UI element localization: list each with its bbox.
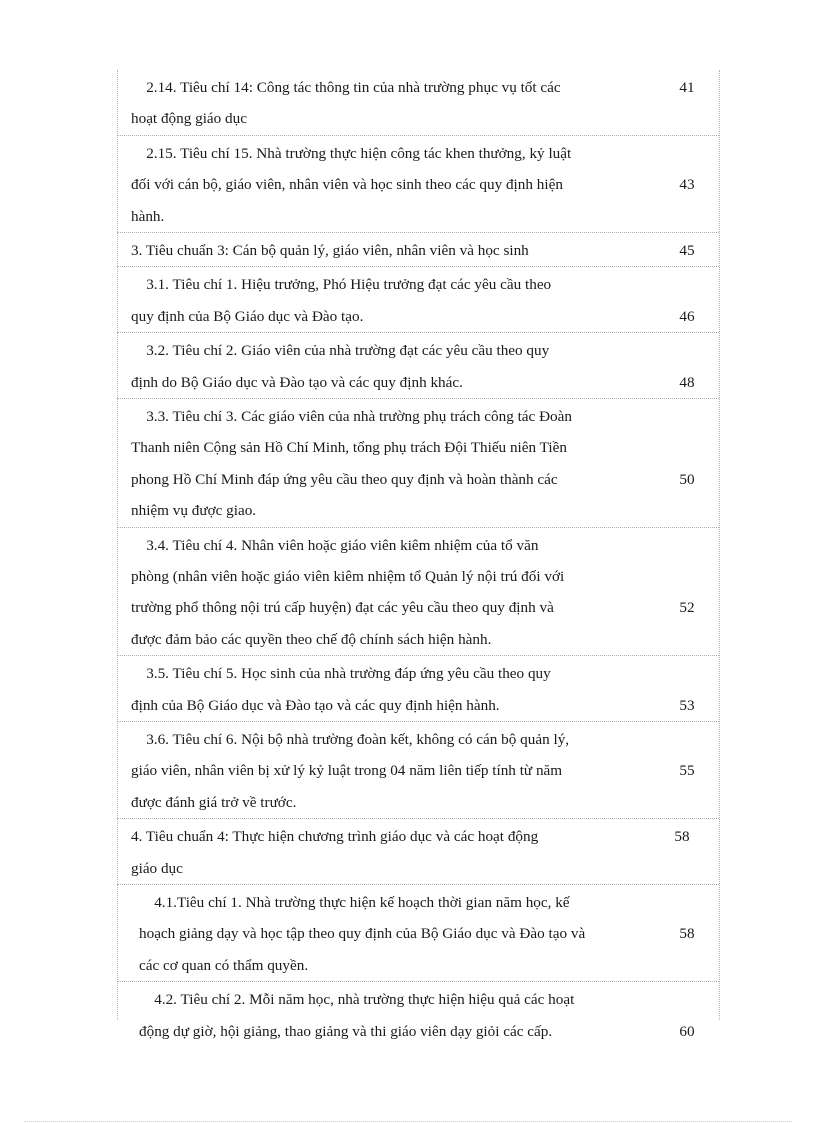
- toc-entry-text: [131, 269, 651, 332]
- toc-row: [117, 722, 719, 819]
- toc-page-number: 58: [674, 828, 690, 846]
- toc-entry-text: [131, 821, 651, 884]
- toc-row: [117, 656, 719, 722]
- toc-page-number: 55: [679, 762, 695, 780]
- toc-entry-line: trường phổ thông nội trú cấp huyện) đạt các yêu cầu theo quy định và: [131, 599, 554, 617]
- toc-entry-line: được đảm bảo các quyền theo chế độ chính sách hiện hành.: [131, 630, 492, 648]
- toc-row: [117, 136, 719, 233]
- toc-page-number: 53: [679, 696, 695, 714]
- toc-entry-text: [131, 72, 651, 135]
- toc-entry-line: định do Bộ Giáo dục và Đào tạo và các quy định khác.: [131, 373, 463, 391]
- toc-entry-text: [131, 887, 651, 981]
- toc-entry-line: giáo dục: [131, 859, 183, 877]
- page-bottom-rule: [24, 1121, 792, 1122]
- toc-row: [117, 233, 719, 267]
- toc-entry-line: 3.1. Tiêu chí 1. Hiệu trưởng, Phó Hiệu trưởng đạt các yêu cầu theo: [131, 276, 552, 294]
- toc-page-number: 58: [679, 925, 695, 943]
- toc-entry-text: [131, 138, 651, 232]
- toc-entry-line: 3.2. Tiêu chí 2. Giáo viên của nhà trường đạt các yêu cầu theo quy: [131, 342, 550, 360]
- toc-entry-line: đối với cán bộ, giáo viên, nhân viên và học sinh theo các quy định hiện: [131, 176, 563, 194]
- toc-entry-line: hoạch giảng dạy và học tập theo quy định của Bộ Giáo dục và Đào tạo và: [139, 925, 586, 943]
- table-of-contents: [117, 70, 719, 1048]
- toc-entry-line: 3.4. Tiêu chí 4. Nhân viên hoặc giáo viên kiêm nhiệm của tổ văn: [131, 536, 539, 554]
- toc-page-number: 45: [679, 241, 695, 259]
- toc-entry-line: các cơ quan có thẩm quyền.: [139, 956, 309, 974]
- toc-entry-line: hoạt động giáo dục: [131, 110, 247, 128]
- toc-entry-line: 3. Tiêu chuẩn 3: Cán bộ quản lý, giáo viên, nhân viên và học sinh: [131, 241, 529, 259]
- toc-row: [117, 399, 719, 528]
- toc-entry-line: phong Hồ Chí Minh đáp ứng yêu cầu theo quy định và hoàn thành các: [131, 470, 558, 488]
- toc-entry-text: [131, 530, 651, 656]
- toc-row: [117, 819, 719, 885]
- toc-entry-line: 3.5. Tiêu chí 5. Học sinh của nhà trường đáp ứng yêu cầu theo quy: [131, 665, 551, 683]
- toc-row: [117, 333, 719, 399]
- toc-entry-line: giáo viên, nhân viên bị xử lý kỷ luật trong 04 năm liên tiếp tính từ năm: [131, 762, 563, 780]
- toc-entry-text: [131, 335, 651, 398]
- toc-entry-line: 4. Tiêu chuẩn 4: Thực hiện chương trình giáo dục và các hoạt động: [131, 828, 539, 846]
- toc-page-number: 43: [679, 176, 695, 194]
- toc-row: [117, 885, 719, 982]
- toc-page-number: 46: [679, 307, 695, 325]
- toc-page-number: 48: [679, 373, 695, 391]
- toc-entry-line: động dự giờ, hội giảng, thao giảng và thi giáo viên dạy giỏi các cấp.: [139, 1022, 553, 1040]
- toc-entry-line: 2.15. Tiêu chí 15. Nhà trường thực hiện công tác khen thưởng, kỷ luật: [131, 144, 572, 162]
- table-border-right: [719, 70, 720, 1020]
- toc-entry-line: nhiệm vụ được giao.: [131, 502, 257, 520]
- toc-entry-line: 4.1.Tiêu chí 1. Nhà trường thực hiện kế hoạch thời gian năm học, kế: [139, 893, 570, 911]
- toc-entry-line: định của Bộ Giáo dục và Đào tạo và các quy định hiện hành.: [131, 696, 500, 714]
- toc-entry-line: hành.: [131, 207, 165, 225]
- toc-entry-line: 2.14. Tiêu chí 14: Công tác thông tin của nhà trường phục vụ tốt các: [131, 79, 561, 96]
- toc-page-number: 52: [679, 599, 695, 617]
- toc-row: [117, 982, 719, 1048]
- toc-entry-text: [131, 401, 651, 527]
- toc-entry-line: Thanh niên Cộng sản Hồ Chí Minh, tổng phụ trách Đội Thiếu niên Tiền: [131, 439, 567, 457]
- toc-row: [117, 70, 719, 136]
- toc-entry-line: 3.6. Tiêu chí 6. Nội bộ nhà trường đoàn kết, không có cán bộ quản lý,: [131, 730, 570, 748]
- toc-page-number: 60: [679, 1022, 695, 1040]
- toc-entry-line: được đánh giá trở về trước.: [131, 793, 297, 811]
- toc-entry-line: 3.3. Tiêu chí 3. Các giáo viên của nhà trường phụ trách công tác Đoàn: [131, 407, 572, 425]
- toc-entry-text: [131, 724, 651, 818]
- toc-page-number: 50: [679, 470, 695, 488]
- toc-entry-text: [131, 235, 651, 266]
- toc-row: [117, 528, 719, 657]
- toc-entry-text: [131, 658, 651, 721]
- toc-page-number: 41: [679, 79, 695, 96]
- toc-entry-line: 4.2. Tiêu chí 2. Mỗi năm học, nhà trường thực hiện hiệu quả các hoạt: [139, 991, 575, 1009]
- toc-entry-line: phòng (nhân viên hoặc giáo viên kiêm nhiệm tổ Quản lý nội trú đối với: [131, 567, 565, 585]
- toc-entry-line: quy định của Bộ Giáo dục và Đào tạo.: [131, 307, 364, 325]
- toc-entry-text: [131, 984, 651, 1047]
- toc-row: [117, 267, 719, 333]
